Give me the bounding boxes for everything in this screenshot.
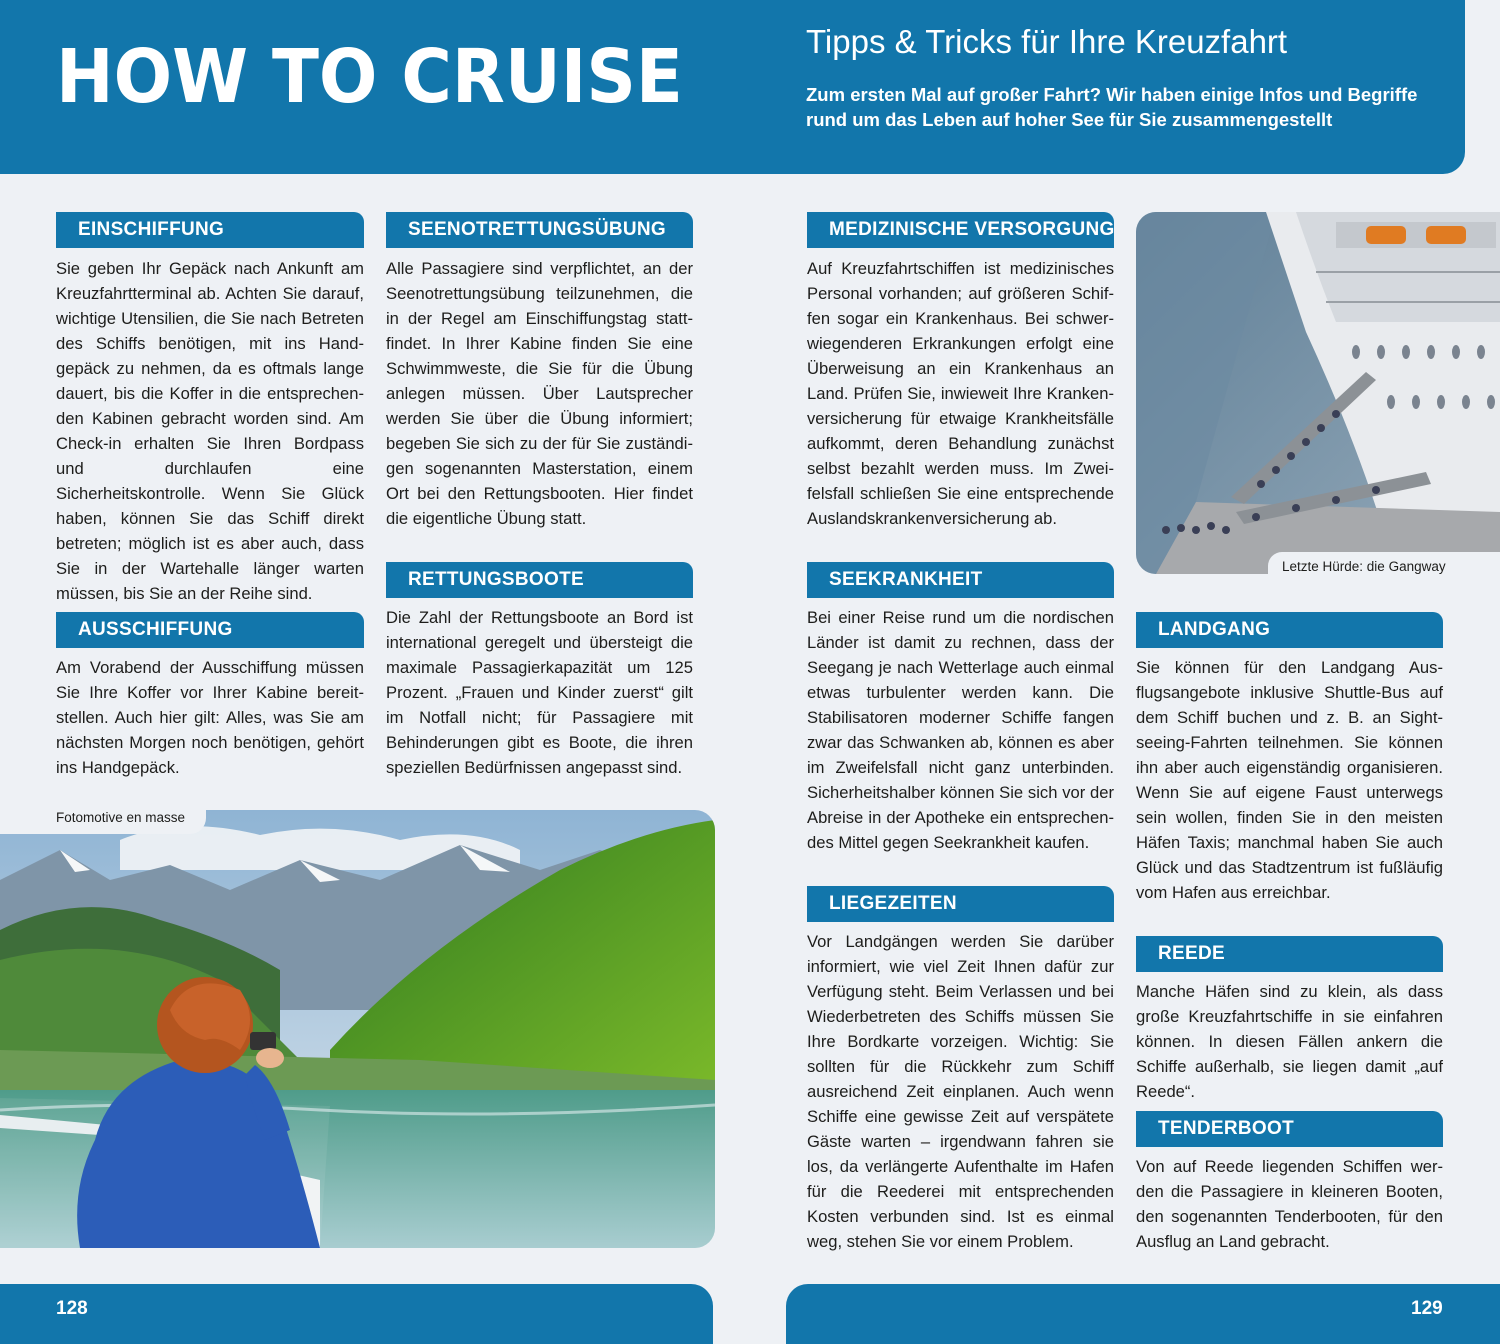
photo-caption-fjord: Fotomotive en masse xyxy=(0,802,206,834)
section-heading-landgang: LANDGANG xyxy=(1136,612,1443,648)
section-heading-tenderboot: TENDERBOOT xyxy=(1136,1111,1443,1147)
page-number-left: 128 xyxy=(56,1298,88,1319)
section-text-landgang: Sie können für den Landgang Ausflugsangebote inklusive Shuttle-Bus auf dem Schiff buchen und z. B. an Sightseeing-Fahrten teilnehmen. Sie können ihn aber auch eigenständig organisieren. Wenn Sie auf eigene Faust unterwegs sein wollen, finden Sie in den meisten Häfen Taxis; manchmal haben Sie auch Glück und das Stadtzentrum ist fußläufig vom Hafen aus erreichbar. xyxy=(1136,658,1443,902)
section-text-medizinische-versorgung: Auf Kreuzfahrtschiffen ist medizinisches Personal vorhanden; auf größeren Schiffen sogar ein Krankenhaus. Bei schwerwiegenderen Erkrankungen erfolgt eine Überweisung an ein Krankenhaus an Land. Prüfen Sie, inwieweit Ihre Krankenversicherung für etwaige Krankheitsfälle aufkommt, deren Behandlung zunächst selbst bezahlt werden muss. Im Zweifelsfall schließen Sie eine entsprechende Auslandskrankenversicherung ab. xyxy=(807,259,1114,528)
section-heading-ausschiffung: AUSSCHIFFUNG xyxy=(56,612,364,648)
page-number-right: 129 xyxy=(1411,1298,1443,1319)
page-subtitle: Tipps & Tricks für Ihre Kreuzfahrt xyxy=(806,23,1288,60)
intro-text: Zum ersten Mal auf großer Fahrt? Wir haben einige Infos und Begriffe rund um das Leben auf hoher See für Sie zusammengestellt xyxy=(806,84,1418,130)
section-text-tenderboot: Von auf Reede liegenden Schiffen werden die Passagiere in kleineren Booten, den sogenannten Tenderbooten, für den Ausflug an Land gebracht. xyxy=(1136,1157,1443,1251)
photo-caption-ship: Letzte Hürde: die Gangway xyxy=(1268,552,1500,582)
section-text-liegezeiten: Vor Landgängen werden Sie darüber informiert, wie viel Zeit Ihnen dafür zur Verfügung steht. Beim Verlassen und bei Wiederbetreten des Schiffs müssen Sie Ihre Bordkarte vorzeigen. Wichtig: Sie sollten für die Rückkehr zum Schiff ausreichend Zeit einplanen. Auch wenn Schiffe eine gewisse Zeit auf verspätete Gäste warten – irgendwann fahren sie los, da verlängerte Aufenthalte im Hafen für die Reederei mit entsprechenden Kosten verbunden sind. Ist es einmal weg, stehen Sie vor einem Problem. xyxy=(807,932,1114,1251)
footer-right-bar xyxy=(786,1284,1500,1344)
section-text-rettungsboote: Die Zahl der Rettungsboote an Bord ist international geregelt und übersteigt die maximale Passagierkapazität um 125 Prozent. „Frauen und Kinder zuerst“ gilt im Notfall nicht; für Passagiere mit Behinderungen gibt es Boote, die ihren speziellen Bedürfnissen angepasst sind. xyxy=(386,608,693,777)
footer-left-bar xyxy=(0,1284,713,1344)
section-heading-medizinische-versorgung: MEDIZINISCHE VERSORGUNG xyxy=(807,212,1114,248)
section-text-seenotrettungsuebung: Alle Passagiere sind verpflichtet, an der Seenotrettungsübung teilzunehmen, die in der Regel am Einschiffungstag stattfindet. In Ihrer Kabine finden Sie eine Schwimmweste, die Sie für die Übung anlegen müssen. Über Lautsprecher werden Sie über die Übung informiert; begeben Sie sich zu der für Sie zuständigen sogenannten Masterstation, einem Ort bei den Rettungsbooten. Hier findet die eigentliche Übung statt. xyxy=(386,259,693,528)
section-text-ausschiffung: Am Vorabend der Ausschiffung müssen Sie Ihre Koffer vor Ihrer Kabine bereitstellen. Auch hier gilt: Alles, was Sie am nächsten Morgen noch benötigen, gehört ins Handgepäck. xyxy=(56,658,364,777)
section-text-reede: Manche Häfen sind zu klein, als dass große Kreuzfahrtschiffe in sie einfahren können. In diesen Fällen ankern die Schiffe außerhalb, sie liegen damit „auf Reede“. xyxy=(1136,982,1443,1101)
page-title: HOW TO CRUISE xyxy=(56,34,683,120)
page-header xyxy=(0,0,1465,174)
section-text-seekrankheit: Bei einer Reise rund um die nordischen Länder ist damit zu rechnen, dass der Seegang je nach Wetterlage auch einmal etwas turbulenter werden kann. Die Stabilisatoren moderner Schiffe fangen zwar das Schwanken ab, können es aber im Zweifelsfall nicht ganz unterbinden. Sicherheitshalber können Sie sich vor der Abreise in der Apotheke ein entsprechendes Mittel gegen Seekrankheit kaufen. xyxy=(807,608,1114,852)
section-heading-rettungsboote: RETTUNGSBOOTE xyxy=(386,562,693,598)
section-heading-seenotrettungsuebung: SEENOTRETTUNGSÜBUNG xyxy=(386,212,693,248)
section-heading-seekrankheit: SEEKRANKHEIT xyxy=(807,562,1114,598)
section-text-einschiffung: Sie geben Ihr Gepäck nach Ankunft am Kreuzfahrtterminal ab. Achten Sie darauf, wichtige Utensilien, die Sie nach Betreten des Schiffs benötigen, mit ins Handgepäck zu nehmen, da es oftmals lange dauert, bis die Koffer in die entsprechenden Kabinen gebracht worden sind. Am Check-in erhalten Sie Ihren Bordpass und durchlaufen eine Sicherheitskontrolle. Wenn Sie Glück haben, können Sie das Schiff direkt betreten; möglich ist es aber auch, dass Sie in der Wartehalle länger warten müssen, bis Sie an der Reihe sind. xyxy=(56,259,364,603)
section-heading-liegezeiten: LIEGEZEITEN xyxy=(807,886,1114,922)
section-heading-reede: REEDE xyxy=(1136,936,1443,972)
section-heading-einschiffung: EINSCHIFFUNG xyxy=(56,212,364,248)
fjord-photo xyxy=(0,810,715,1248)
ship-gangway-photo xyxy=(1136,212,1500,574)
